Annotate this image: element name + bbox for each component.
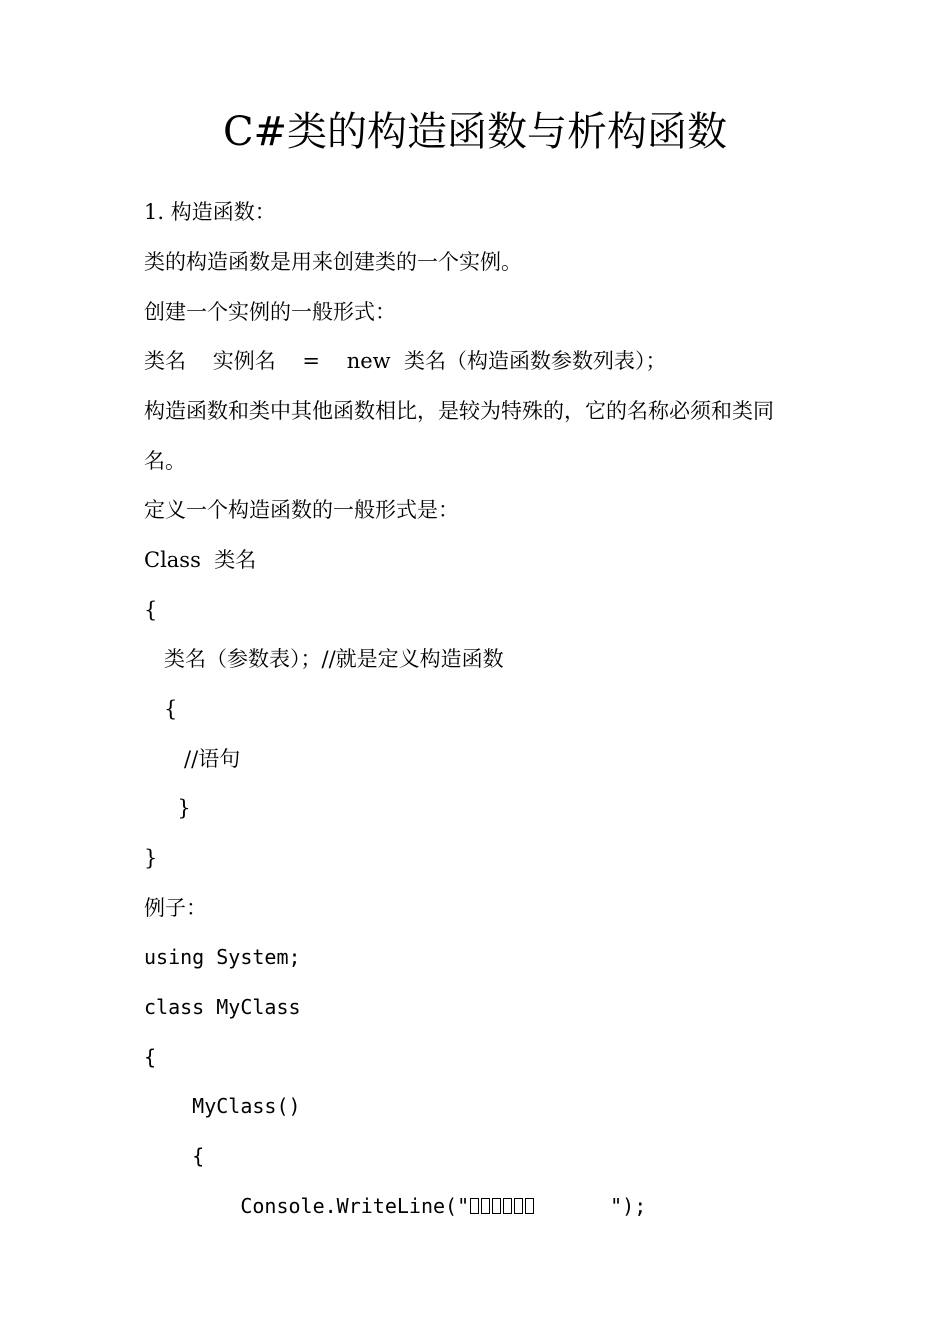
text-line: 类名（参数表）；//就是定义构造函数 (144, 647, 504, 671)
text-line: 类的构造函数是用来创建类的一个实例。 (144, 250, 522, 274)
text-line: 名。 (144, 449, 186, 473)
page-title: C#类的构造函数与析构函数 (222, 109, 728, 155)
code-line-writeline (144, 1191, 646, 1221)
text-line: Class 类名 (144, 548, 257, 572)
text-line: { (144, 598, 158, 622)
code-line: { (144, 1045, 157, 1069)
code-text: "); (610, 1194, 647, 1218)
text-line: 例子： (144, 896, 207, 920)
missing-glyph-boxes (469, 1194, 535, 1218)
text-line: } (144, 846, 158, 870)
text-line: 1. 构造函数： (144, 200, 276, 224)
text-line: 定义一个构造函数的一般形式是： (144, 498, 459, 522)
text-line: //语句 (144, 747, 241, 771)
code-text: Console.WriteLine(" (144, 1194, 470, 1218)
text-line: 构造函数和类中其他函数相比，是较为特殊的，它的名称必须和类同 (144, 399, 774, 423)
code-line: class MyClass (144, 995, 301, 1019)
text-line: } (144, 796, 191, 820)
text-line: 创建一个实例的一般形式： (144, 300, 396, 324)
text-line: 类名 实例名 = new 类名（构造函数参数列表）； (144, 349, 667, 373)
code-line: { (144, 1144, 205, 1168)
code-line: using System; (144, 945, 301, 969)
code-line: MyClass() (144, 1094, 301, 1118)
text-line: { (144, 697, 178, 721)
